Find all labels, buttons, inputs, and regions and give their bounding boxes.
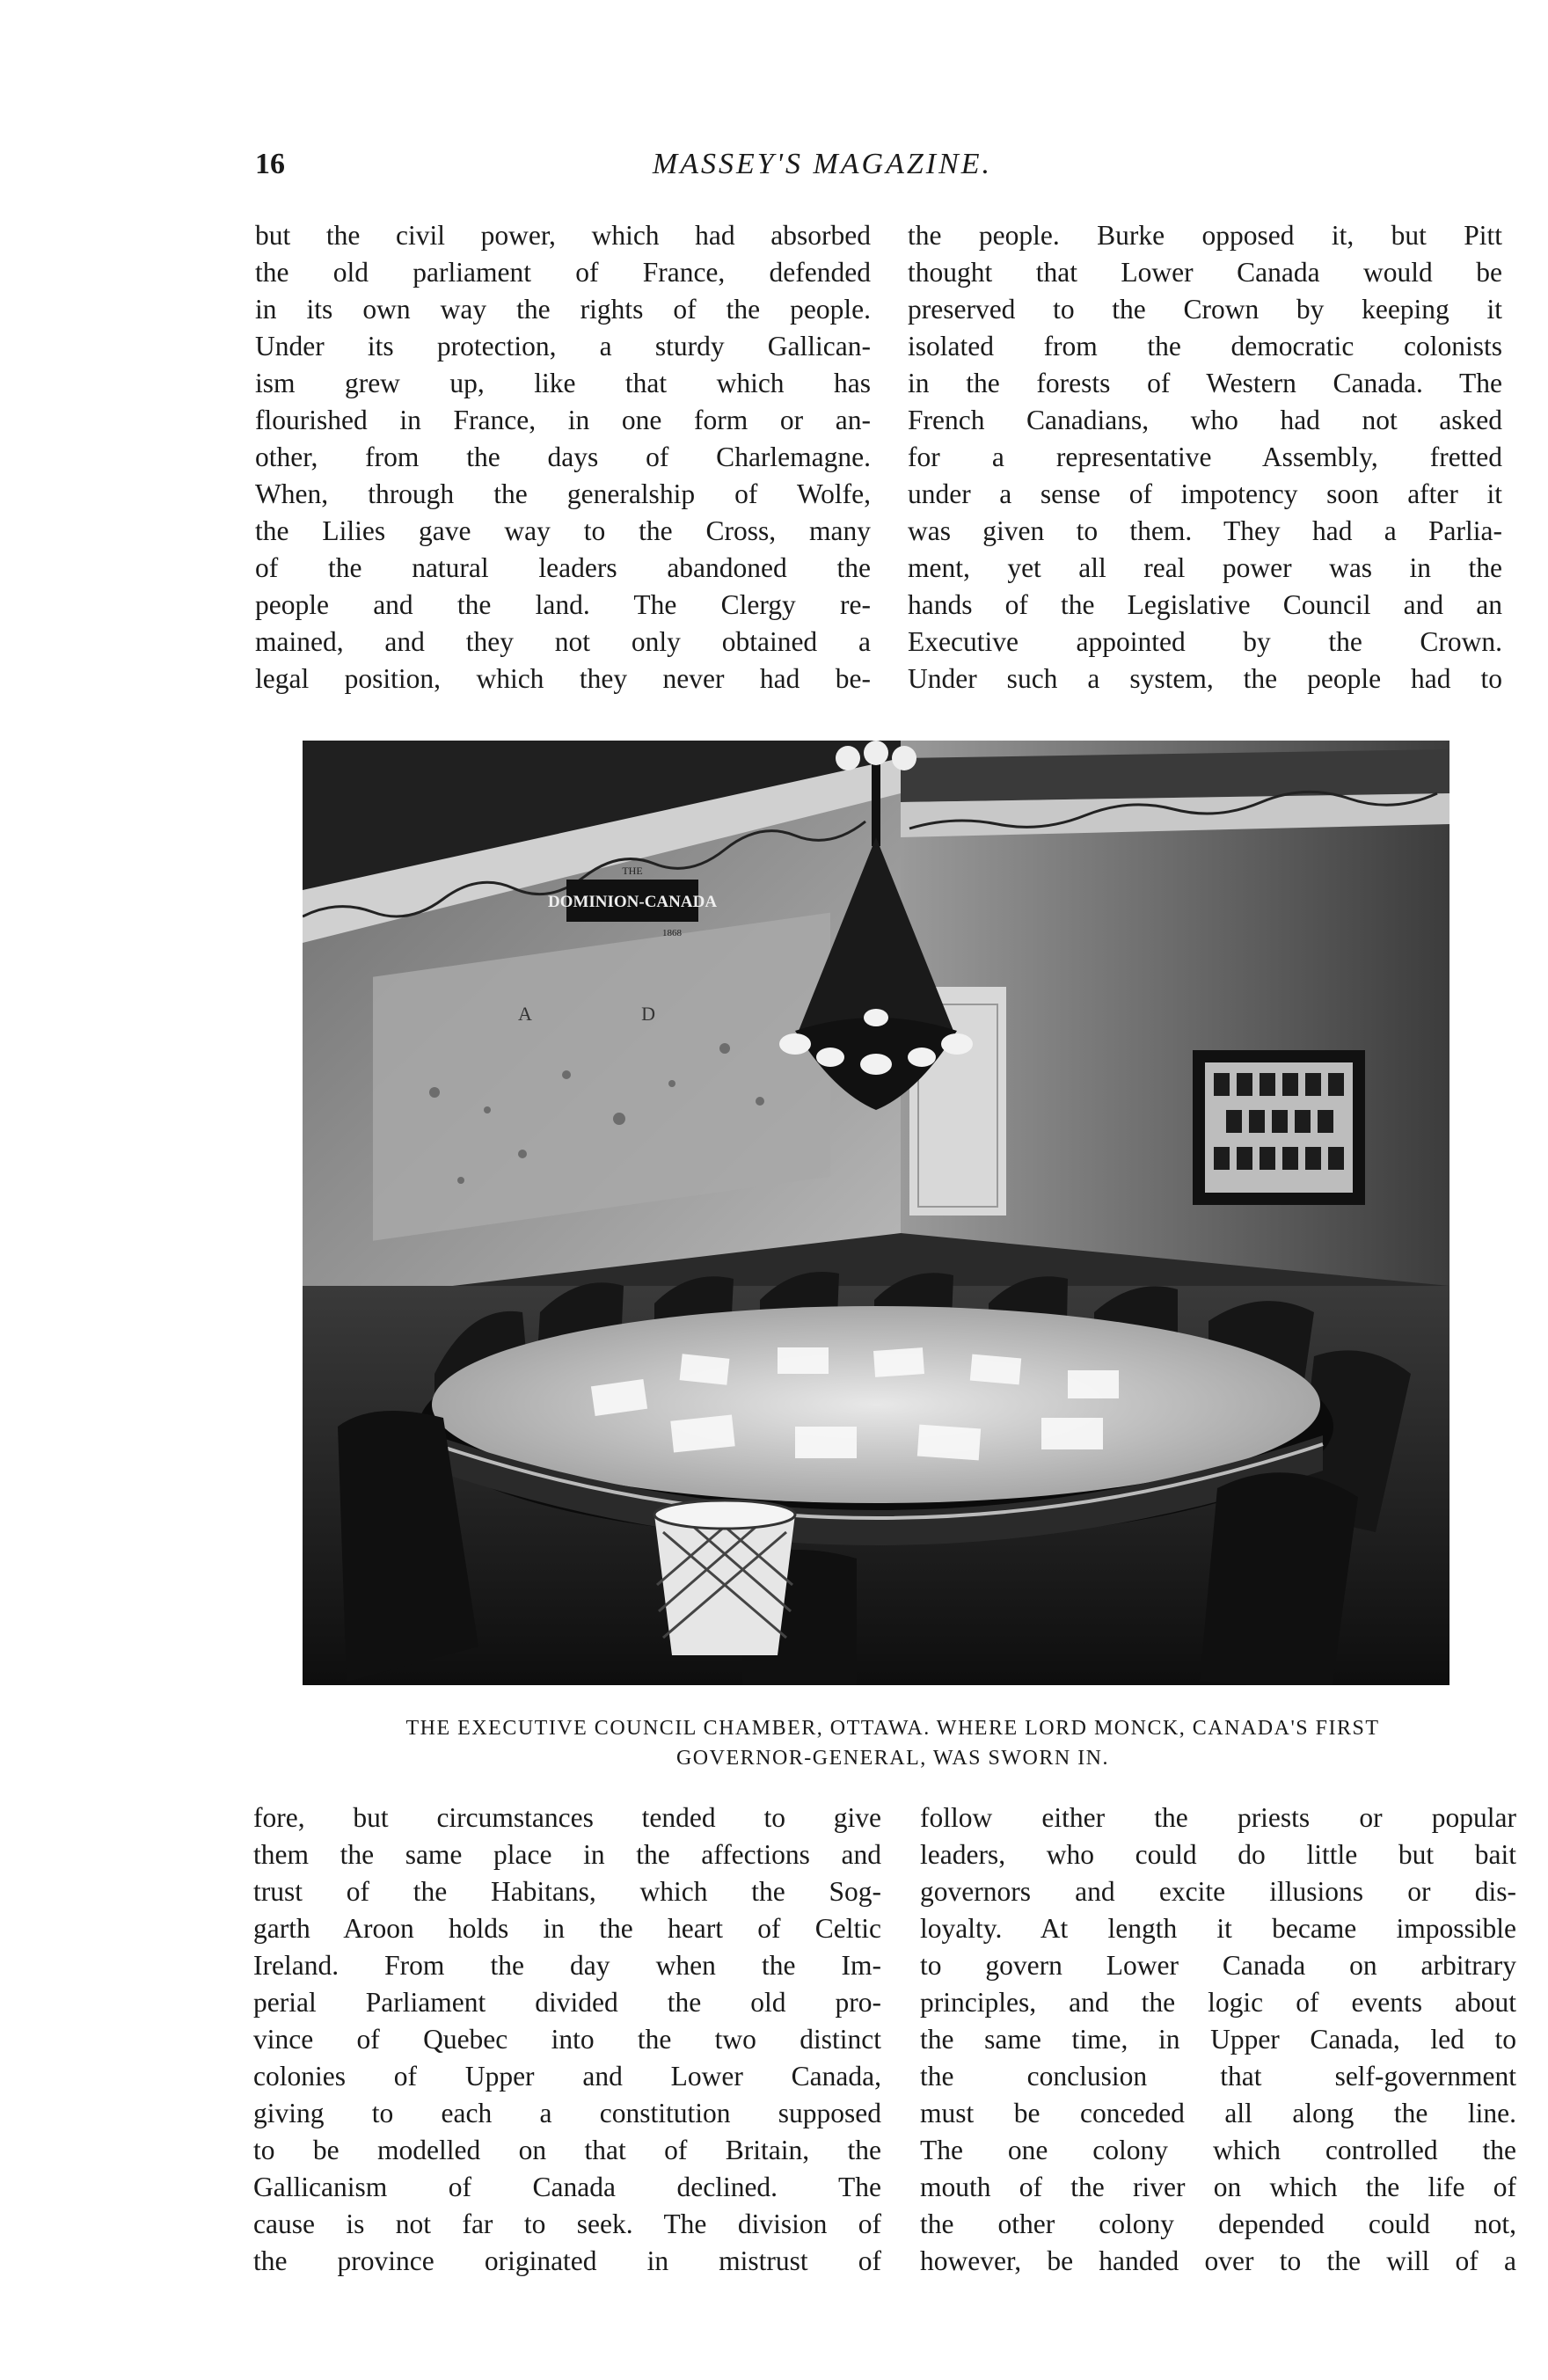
text-line: loyalty. At length it became impossible <box>920 1913 1516 1944</box>
text-line: the other colony depended could not, <box>920 2208 1516 2239</box>
text-line: the Lilies gave way to the Cross, many <box>255 515 871 546</box>
text-line: the people. Burke opposed it, but Pitt <box>908 220 1502 251</box>
text-line: was given to them. They had a Parlia- <box>908 515 1502 546</box>
photo-caption <box>264 1713 1522 1773</box>
text-line: the old parliament of France, defended <box>255 257 871 288</box>
text-line: Gallicanism of Canada declined. The <box>253 2172 881 2202</box>
text-line: mouth of the river on which the life of <box>920 2172 1516 2202</box>
text-line: of the natural leaders abandoned the <box>255 552 871 583</box>
column-top-right <box>908 217 1502 697</box>
text-line: cause is not far to seek. The division of <box>253 2208 881 2239</box>
text-line: the same time, in Upper Canada, led to <box>920 2024 1516 2055</box>
wastebasket <box>654 1500 795 1655</box>
text-line: trust of the Habitans, which the Sog- <box>253 1876 881 1907</box>
text-line: French Canadians, who had not asked <box>908 405 1502 435</box>
running-title: MASSEY'S MAGAZINE. <box>652 148 993 180</box>
text-line: the province originated in mistrust of <box>253 2245 881 2276</box>
text-line: under a sense of impotency soon after it <box>908 478 1502 509</box>
text-line: mained, and they not only obtained a <box>255 626 871 657</box>
column-bottom-left <box>253 1800 881 2280</box>
text-line: thought that Lower Canada would be <box>908 257 1502 288</box>
map-letters: A D <box>518 1003 709 1025</box>
text-line: but the civil power, which had absorbed <box>255 220 871 251</box>
text-line: perial Parliament divided the old pro- <box>253 1987 881 2018</box>
text-line: Executive appointed by the Crown. <box>908 626 1502 657</box>
text-line: to govern Lower Canada on arbitrary <box>920 1950 1516 1981</box>
text-line: The one colony which controlled the <box>920 2135 1516 2165</box>
text-line: legal position, which they never had be- <box>255 663 871 694</box>
column-top-left <box>255 217 871 697</box>
text-line: other, from the days of Charlemagne. <box>255 442 871 472</box>
text-line: hands of the Legislative Council and an <box>908 589 1502 620</box>
column-bottom-right <box>920 1800 1516 2280</box>
text-line: fore, but circumstances tended to give <box>253 1802 881 1833</box>
text-line: Under its protection, a sturdy Gallican- <box>255 331 871 361</box>
text-line: vince of Quebec into the two distinct <box>253 2024 881 2055</box>
text-line: ism grew up, like that which has <box>255 368 871 398</box>
caption-line-1: THE EXECUTIVE COUNCIL CHAMBER, OTTAWA. WHERE LORD MONCK, CANADA'S FIRST <box>405 1717 1380 1740</box>
council-chamber-photo <box>303 741 1449 1685</box>
text-line: must be conceded all along the line. <box>920 2098 1516 2128</box>
text-line: principles, and the logic of events about <box>920 1987 1516 2018</box>
text-line: in its own way the rights of the people. <box>255 294 871 325</box>
text-line: people and the land. The Clergy re- <box>255 589 871 620</box>
text-line: When, through the generalship of Wolfe, <box>255 478 871 509</box>
page-number: 16 <box>255 148 285 180</box>
text-line: preserved to the Crown by keeping it <box>908 294 1502 325</box>
caption-line-2: GOVERNOR-GENERAL, WAS SWORN IN. <box>675 1747 1110 1770</box>
text-line: governors and excite illusions or dis- <box>920 1876 1516 1907</box>
text-line: however, be handed over to the will of a <box>920 2245 1516 2276</box>
text-line: to be modelled on that of Britain, the <box>253 2135 881 2165</box>
map-label-year: 1868 <box>662 928 682 938</box>
map-label-main: DOMINION‑CANADA <box>547 893 718 911</box>
text-line: the conclusion that self-government <box>920 2061 1516 2092</box>
text-line: leaders, who could do little but bait <box>920 1839 1516 1870</box>
text-line: flourished in France, in one form or an- <box>255 405 871 435</box>
text-line: in the forests of Western Canada. The <box>908 368 1502 398</box>
text-line: isolated from the democratic colonists <box>908 331 1502 361</box>
text-line: colonies of Upper and Lower Canada, <box>253 2061 881 2092</box>
text-line: Ireland. From the day when the Im- <box>253 1950 881 1981</box>
text-line: them the same place in the affections and <box>253 1839 881 1870</box>
text-line: Under such a system, the people had to <box>908 663 1502 694</box>
photo-illustration <box>303 741 1449 1685</box>
text-line: giving to each a constitution supposed <box>253 2098 881 2128</box>
text-line: ment, yet all real power was in the <box>908 552 1502 583</box>
text-line: garth Aroon holds in the heart of Celtic <box>253 1913 881 1944</box>
text-line: for a representative Assembly, fretted <box>908 442 1502 472</box>
text-line: follow either the priests or popular <box>920 1802 1516 1833</box>
map-label-top: THE <box>622 865 643 877</box>
